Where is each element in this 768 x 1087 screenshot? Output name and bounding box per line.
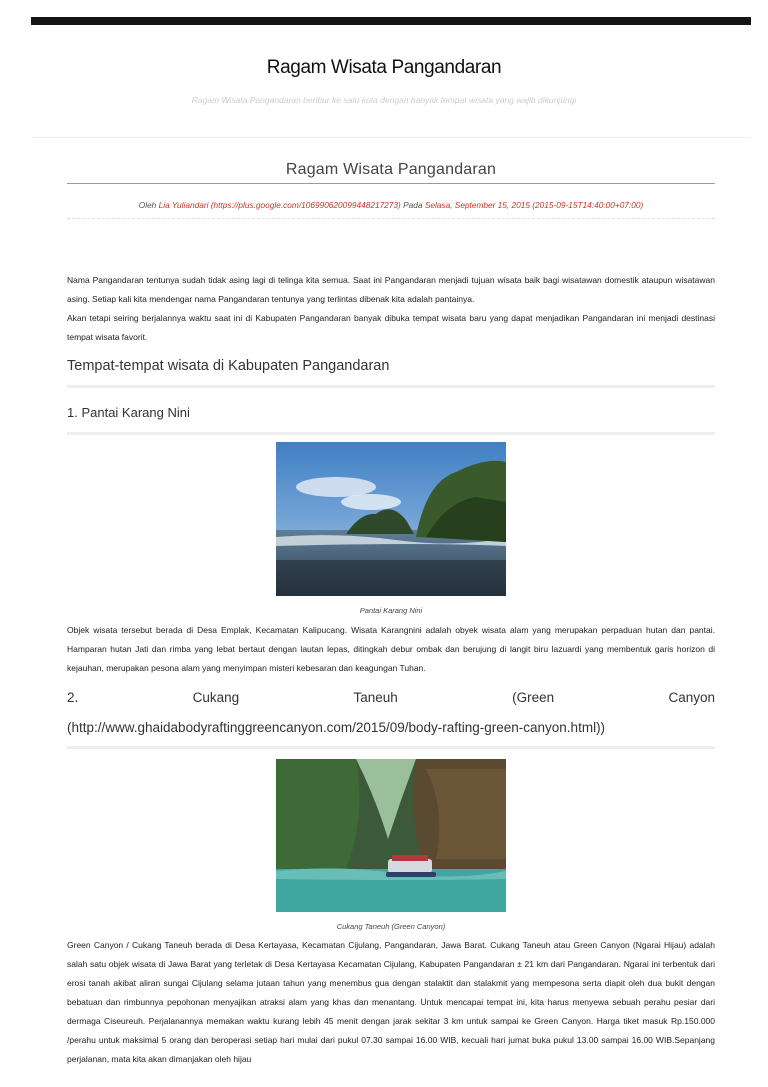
date-link[interactable]: Selasa, September 15, 2015 (2015-09-15T14:40:00+07:00) [424,200,644,210]
top-bar [31,17,751,25]
by-label: Oleh [138,200,157,210]
section-heading: Tempat-tempat wisata di Kabupaten Pangandaran [67,358,390,374]
header-divider [31,137,751,138]
on-label: Pada [403,200,423,210]
green-canyon-photo [276,759,506,912]
heading-word: (Green [512,690,555,705]
title-divider [67,183,715,184]
intro-paragraph-1: Nama Pangandaran tentunya sudah tidak asing lagi di telinga kita semua. Saat ini Pangandaran menjadi tujuan wisata baik bagi wisatawan domestik ataupun wisatawan asing. Setiap kali kita mendengar nama Pangandaran tentunya yang terlintas dibenak kita adalah pantainya. [67,275,715,304]
place-1-body: Objek wisata tersebut berada di Desa Emplak, Kecamatan Kalipucang. Wisata Karangnini adalah obyek wisata alam yang merupakan perpaduan hutan dan pantai. Hamparan hutan Jati dan rimba yang lebat bertaut dengan lautan lepas, ditingkah debur ombak dan berujung di langit biru lazuardi yang membentuk garis horizon di kejauhan, merupakan pesona alam yang menyimpan misteri kebesaran dan keagungan Tuhan. [67,625,715,673]
heading-word: Taneuh [353,690,398,705]
intro-paragraph-2: Akan tetapi seiring berjalannya waktu saat ini di Kabupaten Pangandaran banyak dibuka tempat wisata baru yang dapat menjadikan Pangandaran ini menjadi destinasi tempat wisata favorit. [67,313,715,342]
heading-word: Cukang [192,690,240,705]
place-2-caption: Cukang Taneuh (Green Canyon) [336,922,446,931]
place-2-body: Green Canyon / Cukang Taneuh berada di Desa Kertayasa, Kecamatan Cijulang, Pangandaran, Jawa Barat. Cukang Taneuh atau Green Canyon (Ngarai Hijau) adalah salah satu objek wisata di Jawa Barat yang terletak di Desa Kertayasa Kecamatan Cijulang, Kabupaten Pangandaran ± 21 km dari Pangandaran. Ngarai ini terbentuk dari erosi tanah akibat aliran sungai Cijulang selama jutaan tahun yang menembus gua dengan stalaktit dan stalakmit yang mempesona serta diapit oleh dua bukit dengan bebatuan dan rimbunnya pepohonan menyajikan atraksi alam yang khas dan menantang. Untuk mencapai tempat ini, kita harus menyewa sebuah perahu pesiar dari dermaga Ciseureuh. Perjalanannya memakan waktu kurang lebih 45 menit dengan jarak sekitar 3 km untuk sampai ke Green Canyon. Harga tiket masuk Rp.150.000 /perahu untuk maksimal 5 orang dan beroperasi setiap hari mulai dari pukul 07.30 sampai 16.00 WIB, kecuali hari jumat buka pukul 13.00 sampai 16.00 WIB.Sepanjang perjalanan, mata kita akan dimanjakan oleh hijau [67,940,715,1064]
post-meta [67,200,715,210]
place-1-heading: 1. Pantai Karang Nini [67,405,190,420]
place-1-caption: Pantai Karang Nini [359,606,423,615]
post-title: Ragam Wisata Pangandaran [285,161,497,178]
pantai-karang-nini-photo [276,442,506,596]
place-2-heading [67,683,715,743]
meta-divider [67,218,715,219]
place-2-divider [67,746,715,749]
place-1-divider [67,432,715,435]
site-title[interactable]: Ragam Wisata Pangandaran [266,57,502,78]
author-link[interactable]: Lia Yuliandari (https://plus.google.com/106990620099448217273) [158,200,401,210]
site-description: Ragam Wisata Pangandaran beribur ke satu kota dengan banyak tempat wisata yang wajib dikunjungi [191,95,577,105]
place-2-heading-url[interactable]: (http://www.ghaidabodyraftinggreencanyon.com/2015/09/body-rafting-green-canyon.html)) [67,720,606,735]
heading-word: Canyon [668,690,715,705]
section-divider [67,385,715,388]
heading-word: 2. [67,690,79,705]
